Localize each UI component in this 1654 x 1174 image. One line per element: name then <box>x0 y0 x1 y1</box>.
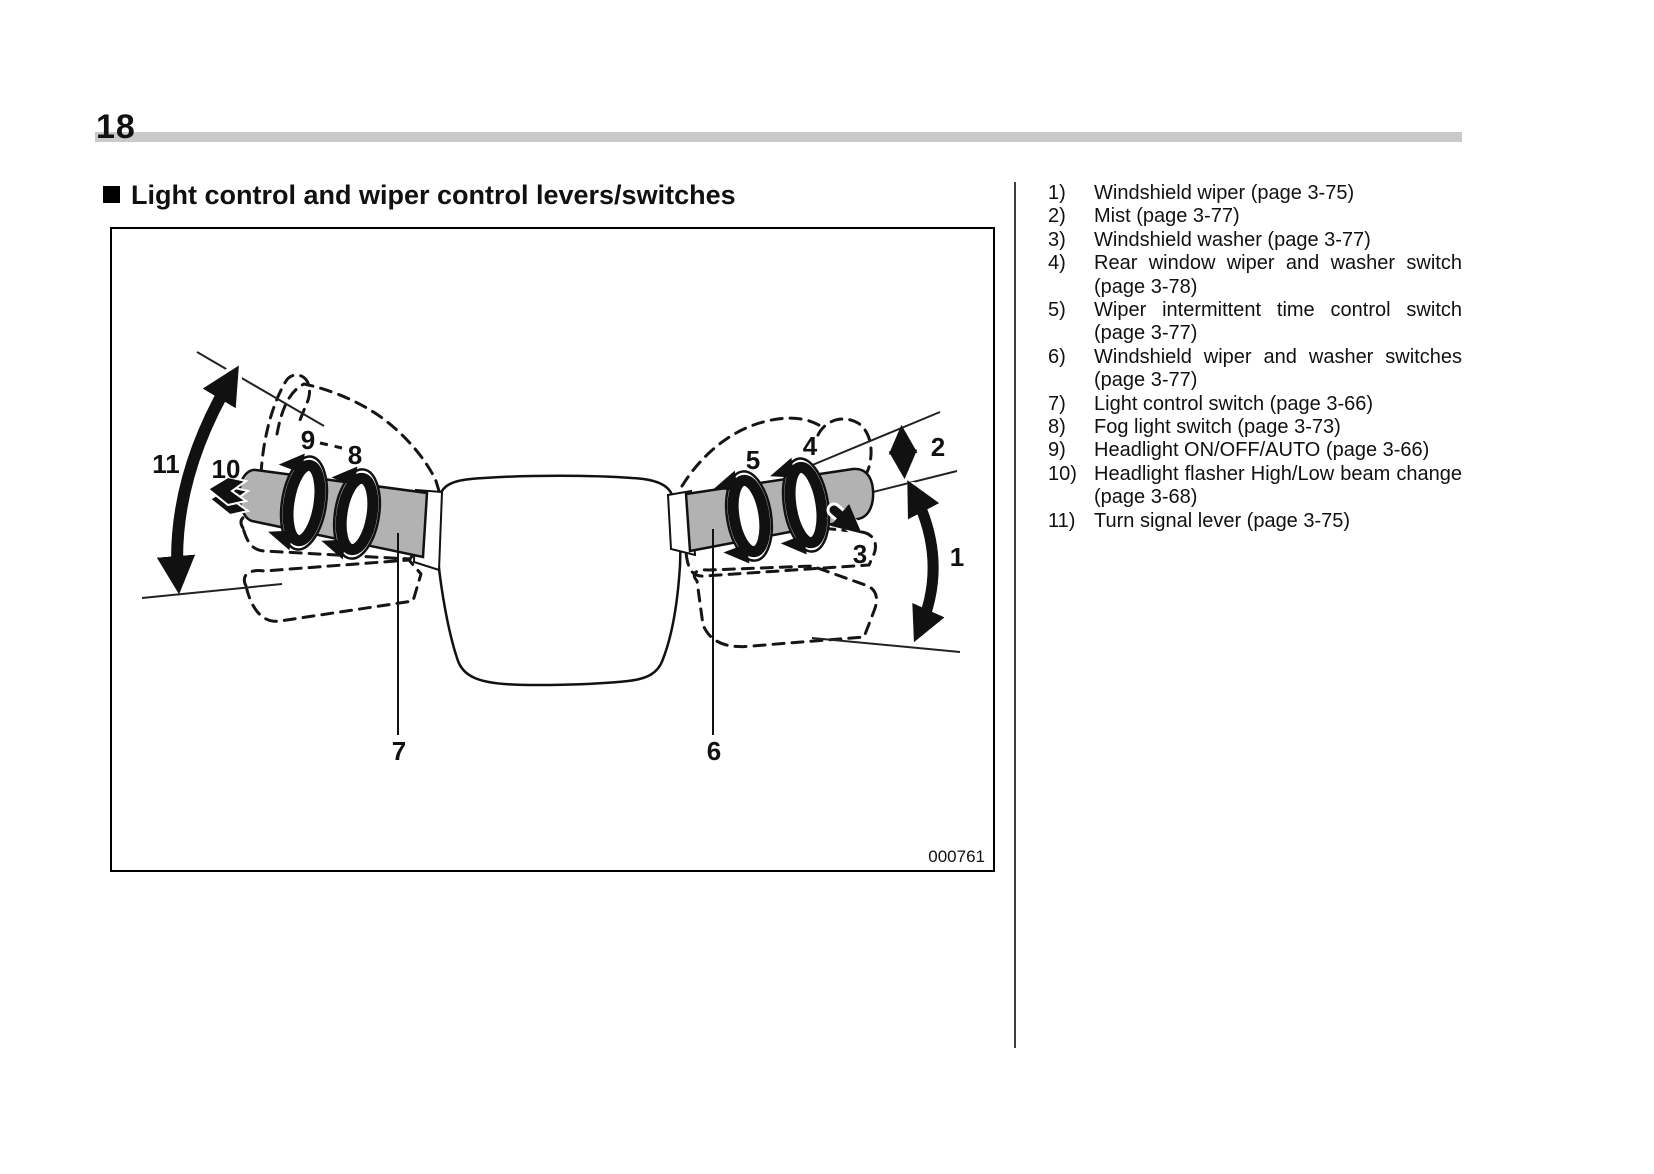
legend-item-number: 8) <box>1048 416 1066 439</box>
legend-item-number: 7) <box>1048 392 1066 415</box>
legend-item-5 <box>1048 299 1462 346</box>
section-title: Light control and wiper control levers/switches <box>131 180 736 210</box>
diagram-label-3: 3 <box>852 539 868 569</box>
header-rule <box>95 132 1462 142</box>
diagram-label-1: 1 <box>949 542 965 572</box>
legend-item-text: Windshield washer (page 3-77) <box>1094 228 1371 251</box>
diagram-label-6: 6 <box>706 736 722 766</box>
legend-item-6 <box>1048 346 1462 393</box>
legend-item-11 <box>1048 510 1462 533</box>
mist-arrow <box>902 435 904 469</box>
legend-item-number: 6) <box>1048 345 1066 368</box>
diagram-label-4: 4 <box>802 431 818 461</box>
square-bullet-icon <box>103 186 120 203</box>
legend-item-10 <box>1048 463 1462 510</box>
legend-item-number: 9) <box>1048 439 1066 462</box>
diagram-label-5: 5 <box>745 445 761 475</box>
legend-item-text: Windshield wiper and washer switches (page 3-77) <box>1094 345 1462 392</box>
legend-item-text: Headlight flasher High/Low beam change (page 3-68) <box>1094 462 1462 509</box>
legend-item-8 <box>1048 416 1462 439</box>
diagram-label-8: 8 <box>347 440 363 470</box>
legend-item-2 <box>1048 205 1462 228</box>
legend-item-number: 2) <box>1048 205 1066 228</box>
legend-item-3 <box>1048 229 1462 252</box>
right-upper-plane-line <box>810 412 940 466</box>
legend-item-number: 3) <box>1048 228 1066 251</box>
legend-list <box>1048 182 1462 533</box>
legend-item-number: 10) <box>1048 462 1077 485</box>
diagram-label-10: 10 <box>211 454 241 484</box>
legend-item-text: Wiper intermittent time control switch (page 3-77) <box>1094 299 1462 345</box>
right-down-outline-2 <box>694 566 876 647</box>
column-divider <box>1014 182 1016 1048</box>
legend-item-number: 5) <box>1048 299 1066 322</box>
right-lower-plane-line <box>812 638 960 652</box>
figure-code: 000761 <box>928 847 985 866</box>
legend-item-4 <box>1048 252 1462 299</box>
section-heading <box>103 181 736 209</box>
label9-8-dash <box>320 443 342 448</box>
legend-item-text: Turn signal lever (page 3-75) <box>1094 509 1351 532</box>
figure-box <box>110 227 995 872</box>
legend-item-number: 11) <box>1048 509 1076 532</box>
legend-item-text: Fog light switch (page 3-73) <box>1094 416 1341 439</box>
legend-item-text: Light control switch (page 3-66) <box>1094 392 1374 415</box>
left-down-outline-2 <box>244 560 421 621</box>
legend-item-text: Rear window wiper and washer switch (page 3-78) <box>1094 252 1462 298</box>
controls-diagram <box>112 229 993 870</box>
legend-item-number: 1) <box>1048 182 1066 204</box>
legend-item-7 <box>1048 393 1462 416</box>
steering-wheel-hub <box>437 476 681 685</box>
diagram-label-7: 7 <box>391 736 407 766</box>
left-lower-plane-line <box>142 584 282 598</box>
legend-item-text: Windshield wiper (page 3-75) <box>1094 182 1355 204</box>
legend-item-text: Mist (page 3-77) <box>1094 205 1240 228</box>
diagram-label-11: 11 <box>152 449 180 479</box>
legend-item-9 <box>1048 439 1462 462</box>
legend-item-number: 4) <box>1048 252 1066 275</box>
legend-item-1 <box>1048 182 1462 205</box>
diagram-label-2: 2 <box>930 432 946 462</box>
page-number: 18 <box>96 108 136 146</box>
legend-item-text: Headlight ON/OFF/AUTO (page 3-66) <box>1094 439 1430 462</box>
diagram-label-9: 9 <box>300 425 316 455</box>
